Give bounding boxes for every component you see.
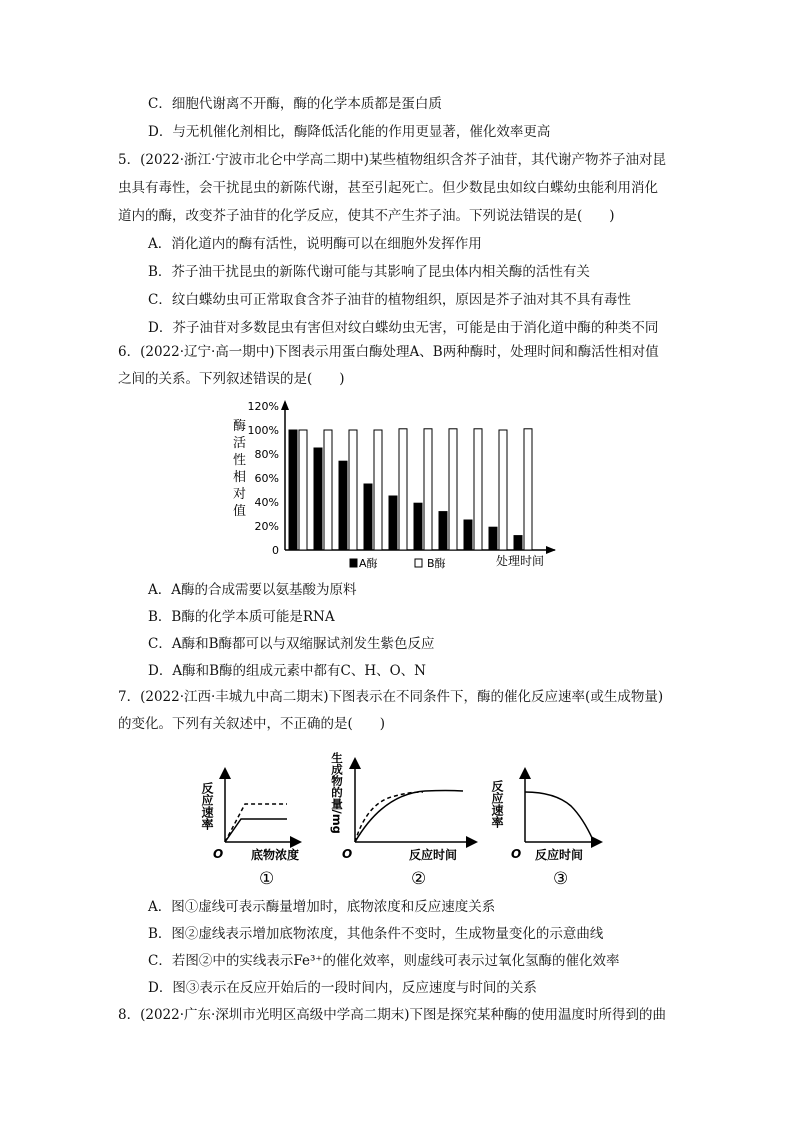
y-axis-label-char: 对 [233, 487, 247, 502]
legend-swatch-a [350, 559, 357, 567]
bar-b [499, 430, 507, 550]
q7-option-d: D．图③表示在反应开始后的一段时间内，反应速度与时间的关系 [148, 980, 537, 996]
y-tick-label: 20% [254, 520, 279, 533]
figure-2 [330, 752, 475, 888]
bar-a [414, 503, 422, 550]
q5-stem-3: 道内的酶，改变芥子油苷的化学反应，使其不产生芥子油。下列说法错误的是( ) [118, 208, 615, 224]
bar-a [289, 430, 297, 550]
fig1-xlabel: 底物浓度 [251, 848, 300, 862]
bar-a [514, 536, 522, 550]
bar-b [424, 429, 432, 550]
fig1-origin: O [213, 847, 224, 861]
y-axis-label-char: 酶 [233, 419, 247, 434]
q7-stem-2: 的变化。下列有关叙述中，不正确的是( ) [118, 716, 386, 732]
q7-stem-1: 7．(2022·江西·丰城九中高二期末)下图表示在不同条件下，酶的催化反应速率(或生成物量) [118, 689, 664, 705]
fig2-xlabel: 反应时间 [409, 848, 458, 862]
q8-stem-1: 8．(2022·广东·深圳市光明区高级中学高二期末)下图是探究某种酶的使用温度时所得到的曲 [118, 1007, 667, 1023]
q6-option-a: A．A酶的合成需要以氨基酸为原料 [148, 582, 357, 598]
bar-b [399, 429, 407, 550]
fig3-origin: O [511, 847, 522, 861]
fig3-number: ③ [553, 869, 569, 888]
bar-b [474, 429, 482, 550]
q5-stem-2: 虫具有毒性，会干扰昆虫的新陈代谢，甚至引起死亡。但少数昆虫如纹白蝶幼虫能利用消化 [118, 180, 658, 196]
y-tick-label: 40% [254, 496, 279, 509]
q6-option-d: D．A酶和B酶的组成元素中都有C、H、O、N [148, 663, 426, 679]
bar-b [524, 429, 532, 550]
figure-1 [200, 770, 299, 888]
q5-option-b: B．芥子油干扰昆虫的新陈代谢可能与其影响了昆虫体内相关酶的活性有关 [148, 264, 590, 280]
q4-option-d: D．与无机催化剂相比，酶降低活化能的作用更显著，催化效率更高 [148, 124, 551, 140]
fig1-number: ① [259, 869, 275, 888]
y-axis-label-char: 活 [233, 436, 247, 451]
q4-option-c: C．细胞代谢离不开酶，酶的化学本质都是蛋白质 [148, 96, 442, 112]
q6-stem-2: 之间的关系。下列叙述错误的是( ) [118, 371, 345, 387]
y-axis-label-char: 相 [233, 470, 247, 485]
bar-b [324, 430, 332, 550]
y-axis-label-char: 值 [233, 504, 247, 519]
y-tick-label: 80% [254, 448, 279, 461]
fig2-ylabel: 生成物的量/mg [330, 752, 344, 834]
q6-stem-1: 6．(2022·辽宁·高一期中)下图表示用蛋白酶处理A、B两种酶时，处理时间和酶活性相对值 [118, 344, 659, 360]
fig1-ylabel: 反应速率 [200, 782, 214, 830]
bar-b [299, 430, 307, 550]
fig3-ylabel: 反应速率 [490, 780, 504, 828]
q5-option-a: A．消化道内的酶有活性，说明酶可以在细胞外发挥作用 [148, 236, 482, 252]
bar-a [489, 527, 497, 550]
bar-a [364, 484, 372, 550]
q7-option-a: A．图①虚线可表示酶量增加时，底物浓度和反应速度关系 [148, 899, 496, 915]
y-tick-label: 120% [247, 400, 279, 413]
fig2-number: ② [411, 869, 427, 888]
q6-option-c: C．A酶和B酶都可以与双缩脲试剂发生紫色反应 [148, 636, 435, 652]
fig3-xlabel: 反应时间 [535, 848, 584, 862]
x-axis-label: 处理时间 [496, 554, 545, 568]
y-axis-label-char: 性 [233, 453, 247, 468]
y-tick-label: 0 [272, 544, 279, 557]
bar-b [349, 430, 357, 550]
fig2-origin: O [342, 847, 353, 861]
bar-b [449, 429, 457, 550]
q5-stem-1: 5．(2022·浙江·宁波市北仑中学高二期中)某些植物组织含芥子油苷，其代谢产物芥子油对昆 [118, 152, 667, 168]
bar-a [314, 448, 322, 550]
q5-option-d: D．芥子油苷对多数昆虫有害但对纹白蝶幼虫无害，可能是由于消化道中酶的种类不同 [148, 320, 659, 336]
y-axis-arrow [281, 400, 289, 410]
enzyme-activity-chart [225, 396, 575, 574]
legend-swatch-b [415, 559, 422, 567]
q6-option-b: B．B酶的化学本质可能是RNA [148, 609, 335, 625]
reaction-figures [195, 752, 615, 888]
q5-option-c: C．纹白蝶幼虫可正常取食含芥子油苷的植物组织，原因是芥子油对其不具有毒性 [148, 292, 631, 308]
bar-a [339, 461, 347, 550]
y-tick-label: 100% [247, 424, 279, 437]
bar-a [439, 512, 447, 550]
y-tick-label: 60% [254, 472, 279, 485]
legend-label-b: B酶 [427, 557, 446, 570]
bar-b [374, 430, 382, 550]
bar-a [389, 496, 397, 550]
legend-label-a: A酶 [359, 557, 378, 570]
q7-option-c: C．若图②中的实线表示Fe³⁺的催化效率，则虚线可表示过氧化氢酶的催化效率 [148, 953, 620, 969]
figure-3 [490, 770, 600, 888]
bar-a [464, 520, 472, 550]
q7-option-b: B．图②虚线表示增加底物浓度，其他条件不变时，生成物量变化的示意曲线 [148, 926, 604, 942]
x-axis-arrow [546, 546, 556, 554]
